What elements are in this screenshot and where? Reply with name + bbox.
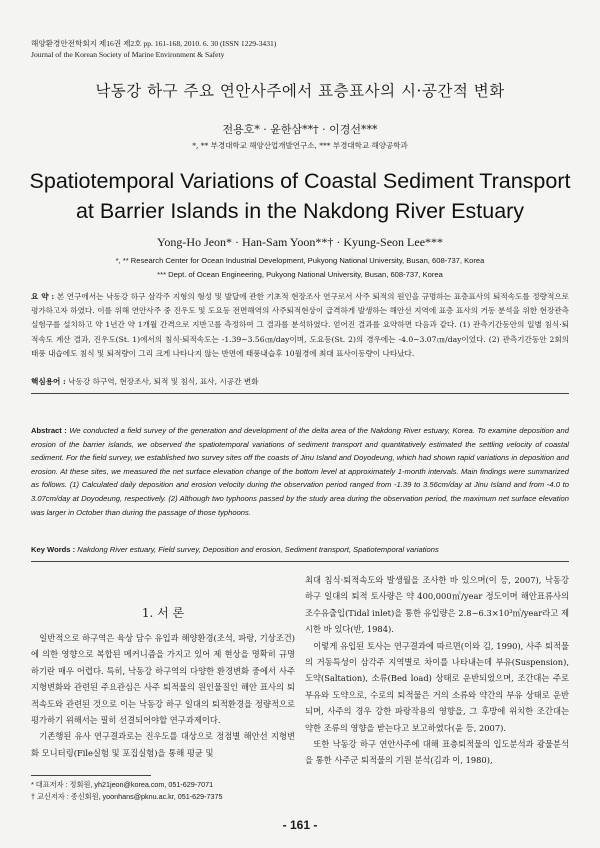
korean-abstract: [31, 290, 569, 361]
korean-keywords-text: 낙동강 하구역, 현장조사, 퇴적 및 침식, 표사, 시공간 변화: [68, 377, 259, 386]
korean-abstract-label: 요 약 :: [31, 292, 55, 301]
footnote-rule: [31, 775, 151, 776]
journal-name: Journal of the Korean Society of Marine Environment & Safety: [31, 50, 225, 59]
english-keywords-label: Key Words :: [31, 545, 76, 554]
page-number: - 161 -: [282, 818, 318, 832]
english-title-line2: at Barrier Islands in the Nakdong River Estuary: [75, 199, 525, 223]
left-paragraph-2: 기존행된 유사 연구결과로는 진우도를 대상으로 정점별 해안선 지형변화 모니터링(File실험 및 포집실험)을 통해 평균 및: [31, 731, 295, 758]
footnote-author: † 교신저자 : 종신회원, yoonhans@pknu.ac.kr, 051-629-7375: [31, 792, 223, 801]
divider-top: [31, 393, 569, 394]
right-column: [305, 572, 569, 769]
right-paragraph-2: 이렇게 유입된 토사는 연구결과에 따르면(이와 김, 1990), 사주 퇴적물의 거동특성이 삼각주 지역별로 차이를 나타내는데 부유(Suspension), 도약(Saltation), 소류(Bed load) 상태로 운반되었으며, 조간대는 주로 부유와 도약으로, 수로의 퇴적물은 거의 소류와 약간의 부유 상태로 운반되며, 사주의 경우 강한 파랑작용의 영향을, 그 후방에 위치한 조간대는 약한 조류의 영향을 받는다고 보고하였다(윤 등, 2007).: [305, 640, 569, 733]
korean-authors: 전용호* · 윤한삼**† · 이경선***: [222, 123, 378, 136]
left-column: [31, 630, 295, 761]
section-heading: 1. 서 론: [141, 606, 185, 620]
english-affiliation-2: *** Dept. of Ocean Engineering, Pukyong National University, Busan, 608-737, Korea: [157, 270, 443, 279]
english-keywords-text: Nakdong River estuary, Field survey, Deposition and erosion, Sediment transport, Spatiotemporal variations: [77, 545, 439, 554]
english-keywords: [31, 543, 569, 557]
english-abstract: [31, 424, 569, 519]
journal-citation: 해양환경안전학회지 제16권 제2호 pp. 161-168, 2010. 6. 30 (ISSN 1229-3431): [31, 39, 277, 48]
left-paragraph-1: 일반적으로 하구역은 육상 담수 유입과 해양환경(조석, 파랑, 기상조건)에 의한 영향으로 복합된 메커니즘을 가지고 있어 제 현상을 명확히 규명하기란 매우 어렵다. 특히, 낙동강 하구역의 다양한 환경변화 중에서 사주 지형변화와 관련된 주요관심은 사주 퇴적물의 원인물질인 해안 표사의 퇴적속도와 관련된 것으로 이는 낙동강 하구 일대의 퇴적환경을 정량적으로 평가하기 위해서는 필히 선결되어야할 연구과제이다.: [31, 633, 295, 726]
korean-keywords-label: 핵심용어 :: [31, 377, 66, 386]
right-paragraph-3: 또한 낙동강 하구 연안사주에 대해 표층퇴적물의 입도분석과 광물분석을 통한 사주군 퇴적물의 기원 분석(김과 이, 1980),: [305, 739, 569, 766]
korean-affiliation: *, ** 부경대학교 해양산업개발연구소, *** 부경대학교 해양공학과: [192, 141, 408, 150]
english-authors: Yong-Ho Jeon* · Han-Sam Yoon**† · Kyung-Seon Lee***: [156, 235, 444, 249]
english-abstract-label: Abstract :: [31, 426, 67, 435]
korean-keywords: [31, 375, 569, 389]
english-affiliation-1: *, ** Research Center for Ocean Industrial Development, Pukyong National University, Busan, 608-737, Korea: [115, 256, 485, 265]
korean-abstract-text: 본 연구에서는 낙동강 하구 삼각주 지형의 형성 및 발달에 관한 기초적 현장조사 연구로서 사주 퇴적의 원인을 규명하는 표층표사의 퇴적속도를 정량적으로 평가하고자 하였다. 이를 위해 연안사주 중 진우도 및 도요등 전면해역의 사주퇴적현상이 급격하게 발생하는 해안선 지역에 표층 표사의 거동 분석을 위한 현장관측실험구를 설치하고 약 1년간 약 1개월 간격으로 지반고를 측정하여 그 결과를 분석하였다. 얻어진 결과를 요약하면 다음과 같다. (1) 관측기간동안의 일별 침식·퇴적속도 계산 결과, 진우도(St. 1)에서의 침식·퇴적속도는 -1.39~3.56㎝/day이며, 도요등(St. 2)의 경우에는 -4.0~3.07㎝/day이었다. (2) 관측기간동안 2회의 태풍 내습에도 침식 및 퇴적량이 그리 크게 나타나지 않는 반면에 태풍내습후 10월경에 최대 표사이동량이 나타났다.: [31, 292, 569, 358]
korean-title: 낙동강 하구 주요 연안사주에서 표층표사의 시·공간적 변화: [95, 82, 505, 100]
english-title-line1: Spatiotemporal Variations of Coastal Sediment Transport: [29, 169, 571, 193]
right-paragraph-1: 최대 침식·퇴적속도와 발생월을 조사한 바 있으며(이 등, 2007), 낙동강 하구 일대의 퇴적 토사량은 약 400,000㎥/year 정도이며 해안표류사의 조수유출입(Tidal inlet)을 통한 유입량은 2.8~6.3×10³㎥/year라고 제시한 바 있다(반, 1984).: [305, 575, 569, 635]
footnote-corresponding: * 대표저자 : 정회원, yh21jeon@korea.com, 051-629-7071: [31, 780, 214, 789]
english-abstract-text: We conducted a field survey of the generation and development of the delta area of the Nakdong River estuary, Korea. To examine deposition and erosion of the barrier islands, we observed the spatiotemporal variations of sediment transport and quantitatively estimated the settling velocity of coastal sediment. For the field survey, we established two survey sites off the coasts of Jinu Island and Doyodeung, which had shown rapid variations in deposition and erosion. At these sites, we measured the net surface elevation change of the bottom level at approximately 1-month intervals. Main findings were summarized as follows. (1) Calculated daily deposition and erosion velocity during the observation period ranged from -1.39 to 3.56cm/day at Jinu Island and from -4.0 to 3.07cm/day at Doyodeung, respectively. (2) Although two typhoons passed by the study area during the observation period, the maximum net surface elevation was larger in October than during the passage of those typhoons.: [31, 426, 569, 517]
divider-bottom: [31, 561, 569, 562]
english-title: [0, 166, 600, 226]
